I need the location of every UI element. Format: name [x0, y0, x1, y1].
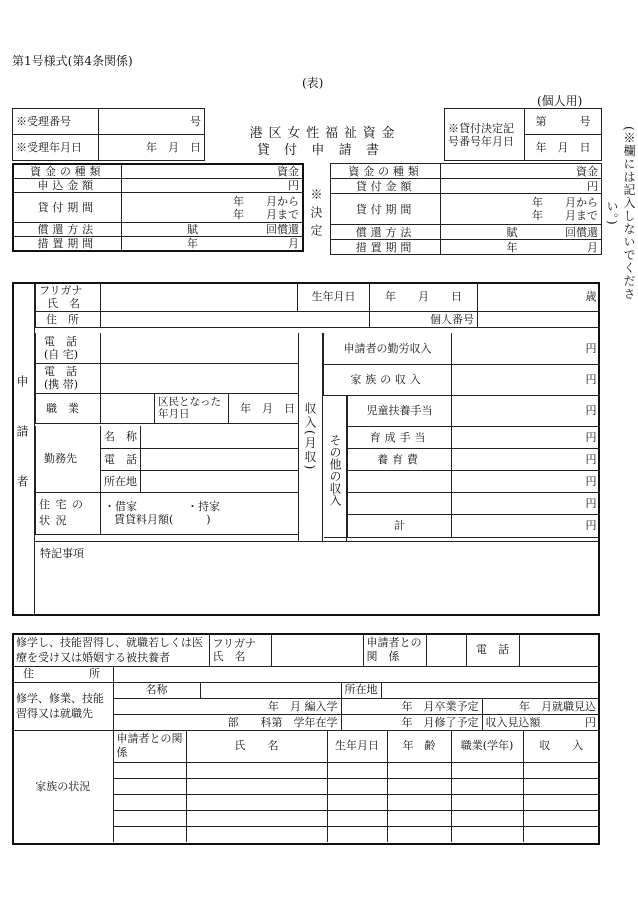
income-other-1-field[interactable]: 円: [452, 470, 600, 492]
family-header-name: 氏 名: [186, 730, 327, 762]
personal-number-field[interactable]: [478, 311, 600, 327]
resident-since-field[interactable]: 年 月 日: [229, 393, 299, 423]
decision-amount-field[interactable]: 円: [441, 179, 602, 194]
phone-home-field[interactable]: [101, 333, 299, 363]
housing-rent-option[interactable]: ・借家: [104, 500, 137, 513]
income-total-field[interactable]: 円: [452, 514, 600, 537]
decision-number-table: [444, 108, 602, 161]
occupation-label: 職 業: [36, 393, 101, 423]
decision-date-field[interactable]: 年 月 日: [535, 141, 591, 154]
notes-label: 特記事項: [40, 547, 84, 560]
decision-period-field[interactable]: 年 月から 年 月まで: [441, 194, 602, 225]
dependent-furigana-label: フリガナ 氏 名: [209, 634, 271, 666]
workplace-phone-label: 電 話: [101, 448, 141, 470]
reception-date-label: ※受理年月日: [13, 135, 99, 161]
income-expect-label: 収入見込額: [485, 715, 541, 729]
applicant-table-left: [35, 333, 299, 424]
income-applicant-label: 申請者の勤労収入: [324, 333, 452, 364]
phone-mobile-field[interactable]: [101, 363, 299, 393]
workplace-name-field[interactable]: [141, 426, 299, 448]
family-header-age: 年 齢: [387, 730, 451, 762]
loan-request-table: [12, 163, 304, 252]
income-child-support-label: 養育費: [348, 448, 452, 470]
title-line-1: 港区女性福祉資金: [249, 126, 401, 141]
workplace-name-label: 名 称: [101, 426, 141, 448]
notes-field[interactable]: [36, 560, 596, 612]
income-other-1-label[interactable]: [348, 470, 452, 492]
workplace-address-label: 所在地: [101, 470, 141, 492]
department-field[interactable]: 部 科第 学年在学: [113, 714, 341, 730]
income-other-2-label[interactable]: [348, 492, 452, 514]
decision-grace-field-a[interactable]: 年: [441, 240, 521, 255]
address-label: 住 所: [36, 311, 101, 327]
decision-type-field[interactable]: 資金: [441, 164, 602, 179]
request-grace-field-b[interactable]: 月: [201, 237, 303, 252]
name-field[interactable]: [101, 283, 298, 311]
school-label: 修学、修業、技能習得又は就職先: [13, 682, 113, 730]
income-child-support-field[interactable]: 円: [452, 448, 600, 470]
sheet-label: (表): [302, 76, 324, 90]
request-repay-field-a[interactable]: 賦: [121, 223, 201, 237]
occupation-field[interactable]: [101, 393, 155, 423]
applicant-table-top: [35, 283, 600, 328]
workplace-label: 勤務先: [36, 426, 101, 492]
request-type-field[interactable]: 資金: [121, 164, 303, 179]
income-applicant-field[interactable]: 円: [452, 333, 600, 364]
family-header-birth: 生年月日: [327, 730, 387, 762]
personal-number-label: 個人番号: [370, 311, 478, 327]
job-expect-field[interactable]: 年 月就職見込: [482, 698, 599, 714]
dependent-address-label: 住 所: [13, 666, 113, 682]
decision-marker: ※決定: [309, 188, 323, 242]
decision-repay-field-b[interactable]: 回償還: [521, 225, 602, 240]
decision-type-label: 資金の種類: [331, 164, 441, 179]
family-table: [13, 730, 599, 842]
income-upbringing-label: 育成手当: [348, 426, 452, 448]
decision-amount-label: 貸付金額: [331, 179, 441, 194]
decision-grace-label: 措置期間: [331, 240, 441, 255]
school-address-field[interactable]: [381, 682, 599, 698]
family-header-occupation: 職業(学年): [451, 730, 523, 762]
address-field[interactable]: [101, 311, 370, 327]
rent-amount[interactable]: 賃貸料月額( ): [114, 513, 211, 526]
request-repay-label: 償還方法: [13, 223, 121, 237]
decision-grace-field-b[interactable]: 月: [521, 240, 602, 255]
furigana-name-label: フリガナ 氏 名: [36, 283, 101, 311]
income-total-label: 計: [348, 514, 452, 537]
applicant-section-label: 申請者: [15, 375, 29, 525]
decision-repay-label: 償還方法: [331, 225, 441, 240]
school-name-field[interactable]: [200, 682, 341, 698]
category-label: (個人用): [537, 94, 583, 108]
school-address-label: 所在地: [341, 682, 381, 698]
decision-table: [330, 163, 602, 255]
title-line-2: 貸付申請書: [256, 143, 394, 158]
other-income-label: その他の収入: [328, 434, 342, 506]
graduation-field[interactable]: 年 月卒業予定: [341, 698, 482, 714]
income-label: 収入(月収): [303, 402, 317, 472]
age-field[interactable]: 歳: [478, 283, 600, 311]
income-upbringing-field[interactable]: 円: [452, 426, 600, 448]
workplace-phone-field[interactable]: [141, 448, 299, 470]
dependent-table: [13, 634, 599, 667]
workplace-table: [35, 426, 299, 535]
resident-since-label: 区民となった年月日: [155, 393, 229, 423]
request-grace-label: 措置期間: [13, 237, 121, 252]
housing-field[interactable]: [101, 492, 299, 534]
request-type-label: 資金の種類: [13, 164, 121, 179]
decision-period-label: 貸付期間: [331, 194, 441, 225]
housing-label: 住宅の状況: [36, 492, 101, 534]
request-amount-label: 申込金額: [13, 179, 121, 193]
decision-number-label: ※貸付決定記号番号年月日: [445, 109, 525, 161]
dependent-name-field[interactable]: [271, 634, 363, 666]
income-table: [323, 333, 600, 538]
income-child-allowance-label: 児童扶養手当: [348, 395, 452, 426]
dependent-relation-label: 申請者との関 係: [363, 634, 426, 666]
completion-field[interactable]: 年 月修了予定: [341, 714, 482, 730]
family-header-relation: 申請者との関係: [113, 730, 186, 762]
income-family-label: 家族の収入: [324, 364, 452, 395]
reception-number-field[interactable]: 号: [99, 109, 205, 135]
decision-repay-field-a[interactable]: 賦: [441, 225, 521, 240]
family-label: 家族の状況: [13, 730, 113, 842]
income-family-field[interactable]: 円: [452, 364, 600, 395]
enroll-field[interactable]: 年 月 編入学: [113, 698, 341, 714]
dependent-phone-label: 電 話: [466, 634, 519, 666]
request-amount-field[interactable]: 円: [121, 179, 303, 193]
reception-table: [12, 108, 205, 161]
side-note: (※欄には記入しないでください。): [605, 125, 636, 301]
request-repay-field-b[interactable]: 回償還: [201, 223, 303, 237]
birth-field[interactable]: 年 月 日: [370, 283, 478, 311]
birth-label: 生年月日: [298, 283, 370, 311]
decision-number-field[interactable]: 第 号: [525, 109, 601, 135]
dependent-relation-field[interactable]: [426, 634, 466, 666]
income-child-allowance-field[interactable]: 円: [452, 395, 600, 426]
family-header-income: 収 入: [523, 730, 599, 762]
request-period-field[interactable]: 年 月から 年 月まで: [121, 193, 303, 223]
income-other-2-field[interactable]: 円: [452, 492, 600, 514]
phone-home-label: 電 話 (自 宅): [36, 333, 101, 363]
dependent-address-table: [13, 666, 599, 683]
request-grace-field-a[interactable]: 年: [121, 237, 201, 252]
request-period-label: 貸付期間: [13, 193, 121, 223]
reception-number-label: ※受理番号: [13, 109, 99, 135]
dependent-address-field[interactable]: [113, 666, 599, 682]
income-expect-field[interactable]: 収入見込額 円: [482, 714, 599, 730]
school-table: [13, 682, 599, 731]
school-name-label: 名称: [113, 682, 200, 698]
housing-own-option[interactable]: ・持家: [187, 500, 220, 513]
dependent-heading: 修学し、技能習得し、就職若しくは医療を受け又は婚姻する被扶養者: [13, 634, 209, 666]
phone-mobile-label: 電 話 (携 帯): [36, 363, 101, 393]
reception-date-field[interactable]: 年 月 日: [99, 135, 205, 161]
dependent-phone-field[interactable]: [519, 634, 599, 666]
workplace-address-field[interactable]: [141, 470, 299, 492]
form-number: 第1号様式(第4条関係): [12, 54, 133, 68]
